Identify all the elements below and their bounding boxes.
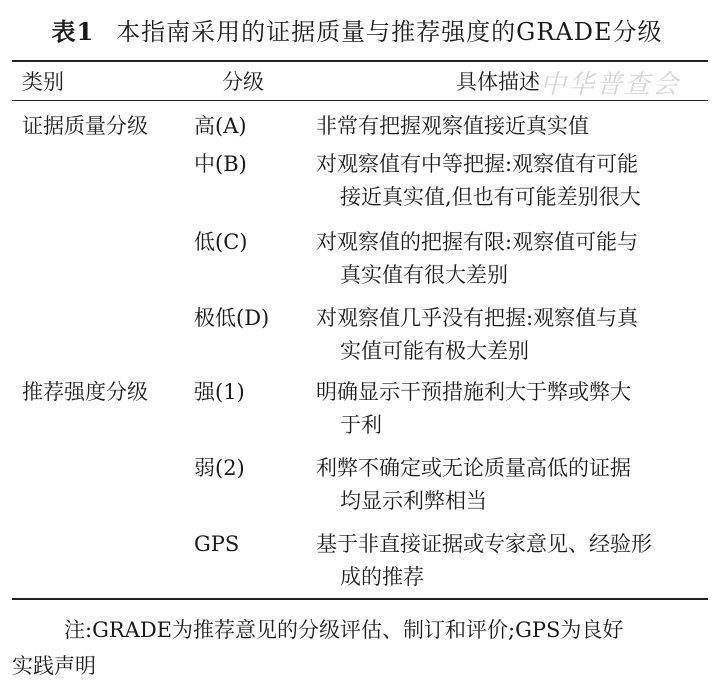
row-grade: 高(A) bbox=[194, 114, 247, 138]
description-line: 真实值有很大差别 bbox=[340, 263, 508, 287]
top-rule bbox=[12, 60, 708, 62]
row-grade: 极低(D) bbox=[194, 306, 270, 330]
description-line: 成的推荐 bbox=[340, 565, 424, 589]
table-number: 表1 bbox=[51, 17, 95, 46]
note-line: 注:GRADE为推荐意见的分级评估、制订和评价;GPS为良好 bbox=[64, 618, 624, 642]
row-grade: 强(1) bbox=[194, 380, 245, 404]
header-grade: 分级 bbox=[222, 70, 264, 94]
header-description: 具体描述 bbox=[456, 70, 540, 94]
row-description bbox=[316, 148, 708, 214]
table-title: 本指南采用的证据质量与推荐强度的GRADE分级 bbox=[116, 18, 663, 46]
description-line: 利弊不确定或无论质量高低的证据 bbox=[316, 456, 631, 480]
row-grade: 弱(2) bbox=[194, 456, 245, 480]
watermark-seal: 中华普查会 bbox=[540, 70, 681, 100]
description-line: 接近真实值,但也有可能差别很大 bbox=[340, 185, 641, 209]
row-description bbox=[316, 376, 708, 442]
table-note bbox=[12, 612, 708, 684]
row-grade: GPS bbox=[194, 532, 240, 556]
bottom-rule bbox=[12, 598, 708, 600]
description-line: 非常有把握观察值接近真实值 bbox=[316, 114, 589, 138]
row-grade: 低(C) bbox=[194, 230, 248, 254]
header-rule bbox=[12, 100, 708, 101]
description-line: 基于非直接证据或专家意见、经验形 bbox=[316, 532, 652, 556]
description-line: 对观察值的把握有限:观察值可能与 bbox=[316, 230, 639, 254]
description-line: 实值可能有极大差别 bbox=[340, 339, 529, 363]
table-caption bbox=[0, 12, 714, 47]
description-line: 于利 bbox=[340, 413, 382, 437]
row-description bbox=[316, 110, 708, 143]
row-description bbox=[316, 302, 708, 368]
description-line: 均显示利弊相当 bbox=[340, 489, 487, 513]
row-category: 证据质量分级 bbox=[22, 114, 148, 138]
description-line: 对观察值几乎没有把握:观察值与真 bbox=[316, 306, 639, 330]
row-grade: 中(B) bbox=[194, 152, 247, 176]
row-description bbox=[316, 226, 708, 292]
row-description bbox=[316, 528, 708, 594]
note-line: 实践声明 bbox=[12, 654, 96, 678]
row-description bbox=[316, 452, 708, 518]
row-category: 推荐强度分级 bbox=[22, 380, 148, 404]
description-line: 明确显示干预措施利大于弊或弊大 bbox=[316, 380, 631, 404]
description-line: 对观察值有中等把握:观察值有可能 bbox=[316, 152, 639, 176]
header-category: 类别 bbox=[22, 70, 64, 94]
